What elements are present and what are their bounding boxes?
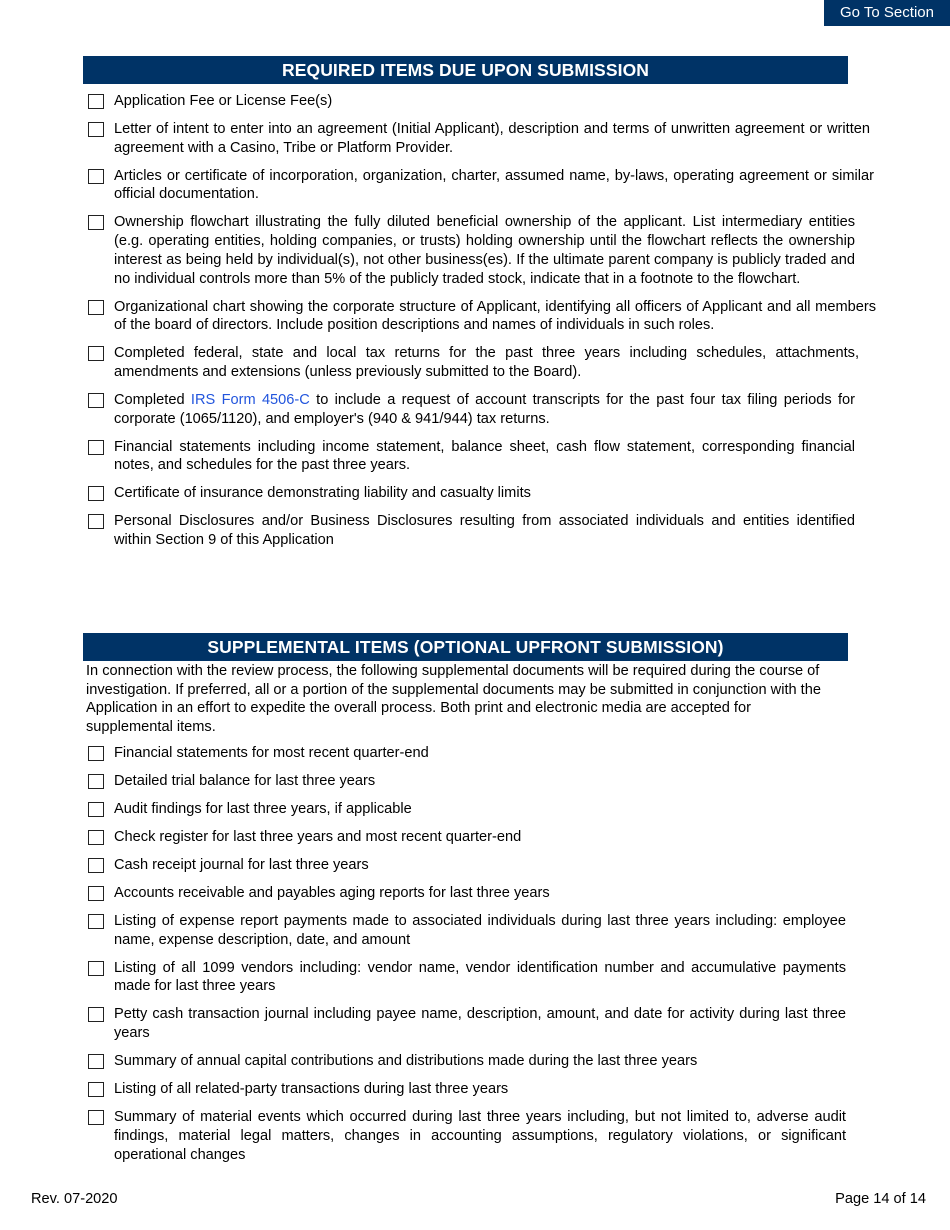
list-item: [88, 772, 846, 791]
item-text: Completed federal, state and local tax returns for the past three years including schedules, attachments, amendments and extensions (unless previously submitted to the Board).: [114, 345, 859, 380]
item-text: Letter of intent to enter into an agreement (Initial Applicant), description and terms of unwritten agreement or written agreement with a Casino, Tribe or Platform Provider.: [114, 121, 870, 156]
checkbox[interactable]: [88, 122, 104, 137]
list-item: [88, 744, 846, 763]
revision-label: Rev. 07-2020: [31, 1191, 118, 1207]
checkbox[interactable]: [88, 440, 104, 455]
item-text: Cash receipt journal for last three years: [114, 857, 369, 873]
checkbox[interactable]: [88, 802, 104, 817]
list-item: [88, 512, 855, 549]
irs-form-4506c-link[interactable]: IRS Form 4506-C: [190, 391, 310, 408]
list-item: [88, 912, 846, 949]
required-items-list: [88, 92, 876, 559]
list-item: [88, 92, 855, 111]
list-item: [88, 1005, 846, 1042]
item-text: Listing of all 1099 vendors including: vendor name, vendor identification number and accumulative payments made for last three years: [114, 959, 846, 995]
checkbox[interactable]: [88, 346, 104, 361]
list-item: [88, 959, 846, 996]
item-text: Financial statements for most recent quarter-end: [114, 745, 429, 761]
checkbox[interactable]: [88, 215, 104, 230]
list-item: [88, 298, 876, 335]
supplemental-items-list: [88, 744, 846, 1174]
checkbox[interactable]: [88, 393, 104, 408]
item-text: Organizational chart showing the corporate structure of Applicant, identifying all officers of Applicant and all members of the board of directors. Include position descriptions and names of individuals in such roles.: [114, 298, 876, 334]
item-text: [114, 391, 855, 428]
list-item: [88, 391, 855, 428]
checkbox[interactable]: [88, 94, 104, 109]
supplemental-intro: In connection with the review process, the following supplemental documents will be required during the course of investigation. If preferred, all or a portion of the supplemental documents may be submitted in conjunction with the Application in an effort to expedite the overall process. Both print and electronic media are accepted for supplemental items.: [86, 663, 821, 736]
item-text: Articles or certificate of incorporation, organization, charter, assumed name, by-laws, operating agreement or similar official documentation.: [114, 167, 874, 203]
go-to-section-button[interactable]: Go To Section: [824, 0, 950, 26]
item-text: Application Fee or License Fee(s): [114, 93, 333, 109]
checkbox[interactable]: [88, 961, 104, 976]
list-item: [88, 1108, 846, 1164]
item-text: Financial statements including income statement, balance sheet, cash flow statement, corresponding financial notes, and schedules for the past three years.: [114, 438, 855, 474]
list-item: [88, 120, 870, 157]
required-items-header: REQUIRED ITEMS DUE UPON SUBMISSION: [83, 56, 848, 84]
checkbox[interactable]: [88, 1082, 104, 1097]
item-text: Audit findings for last three years, if applicable: [114, 801, 412, 817]
item-text-lead: Completed: [114, 391, 191, 408]
item-text: Listing of all related-party transactions during last three years: [114, 1081, 509, 1098]
list-item: [88, 1080, 846, 1099]
checkbox[interactable]: [88, 886, 104, 901]
item-text: Summary of material events which occurred during last three years including, but not limited to, adverse audit findings, material legal matters, changes in accounting assumptions, regulatory violations, or significant operational changes: [114, 1109, 846, 1163]
checkbox[interactable]: [88, 486, 104, 501]
list-item: [88, 828, 846, 847]
list-item: [88, 1052, 846, 1071]
list-item: [88, 856, 846, 875]
item-text: Certificate of insurance demonstrating liability and casualty limits: [114, 485, 531, 502]
checkbox[interactable]: [88, 858, 104, 873]
checkbox[interactable]: [88, 1110, 104, 1125]
item-text: Petty cash transaction journal including payee name, description, amount, and date for activity during last three years: [114, 1006, 846, 1042]
item-text: Accounts receivable and payables aging reports for last three years: [114, 885, 550, 901]
page-number: Page 14 of 14: [835, 1191, 926, 1207]
list-item: [88, 344, 859, 381]
checkbox[interactable]: [88, 746, 104, 761]
checkbox[interactable]: [88, 1054, 104, 1069]
item-text: Check register for last three years and most recent quarter-end: [114, 829, 522, 845]
checkbox[interactable]: [88, 914, 104, 929]
checkbox[interactable]: [88, 514, 104, 529]
supplemental-items-header: SUPPLEMENTAL ITEMS (OPTIONAL UPFRONT SUBMISSION): [83, 633, 848, 661]
list-item: [88, 800, 846, 819]
checkbox[interactable]: [88, 300, 104, 315]
list-item: [88, 484, 855, 503]
checkbox[interactable]: [88, 169, 104, 184]
item-text-tail: to include a request of account transcripts for the past four tax filing periods for corporate (1065/1120), and employer's (940 & 941/944) tax returns.: [114, 391, 855, 427]
checkbox[interactable]: [88, 774, 104, 789]
item-text: Detailed trial balance for last three years: [114, 773, 376, 789]
checkbox[interactable]: [88, 830, 104, 845]
item-text: Ownership flowchart illustrating the fully diluted beneficial ownership of the applicant. List intermediary entities (e.g. operating entities, holding companies, or trusts) holding ownership until the flowchart reflects the ownership interest as being held by individual(s), not other business(es). If the ultimate parent company is publicly traded and no individual controls more than 5% of the publicly traded stock, indicate that in a footnote to the flowchart.: [114, 214, 855, 287]
list-item: [88, 884, 846, 903]
list-item: [88, 213, 855, 288]
item-text: Personal Disclosures and/or Business Disclosures resulting from associated individuals and entities identified within Section 9 of this Application: [114, 513, 855, 549]
item-text: Summary of annual capital contributions and distributions made during the last three years: [114, 1053, 698, 1070]
checkbox[interactable]: [88, 1007, 104, 1022]
item-text: Listing of expense report payments made to associated individuals during last three years including: employee name, expense description, date, and amount: [114, 913, 846, 948]
list-item: [88, 167, 874, 204]
list-item: [88, 438, 855, 475]
